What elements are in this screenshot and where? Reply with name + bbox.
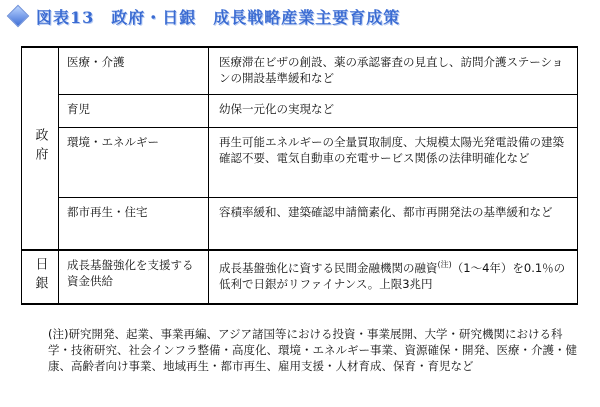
description-cell: 再生可能エネルギーの全量買取制度、大規模太陽光発電設備の建築確認不要、電気自動車の充電サービス関係の法律明確化など (209, 127, 578, 197)
table-row (22, 127, 578, 197)
note-marker: (注) (437, 260, 452, 269)
description-text: 成長基盤強化に資する民間金融機関の融資 (219, 260, 438, 275)
table-row (22, 250, 578, 304)
field-cell: 育児 (59, 94, 209, 127)
table-row (22, 47, 578, 94)
category-label-boj: 日銀 (32, 256, 48, 295)
category-cell-government (22, 47, 59, 250)
policy-table (21, 46, 578, 305)
description-cell: 医療滞在ビザの創設、薬の承認審査の見直し、訪問介護ステーションの開設基準緩和など (209, 47, 578, 94)
description-cell: 容積率緩和、建築確認申請簡素化、都市再開発法の基準緩和など (209, 197, 578, 250)
figure-title-text: 図表13 政府・日銀 成長戦略産業主要育成策 (36, 7, 401, 27)
figure-title (6, 2, 400, 30)
description-cell: 幼保一元化の実現など (209, 94, 578, 127)
table-row (22, 94, 578, 127)
diamond-icon (7, 5, 30, 28)
field-cell: 成長基盤強化を支援する資金供給 (59, 250, 209, 304)
category-label-government: 政府 (32, 128, 48, 166)
field-cell: 都市再生・住宅 (59, 197, 209, 250)
table-row (22, 197, 578, 250)
footnote: (注)研究開発、起業、事業再編、アジア諸国等における投資・事業展開、大学・研究機関における科学・技術研究、社会インフラ整備・高度化、環境・エネルギー事業、資源確保・開発、医療・介護・健康、高齢者向け事業、地域再生・都市再生、雇用支援・人材育成、保育・育児など (48, 327, 577, 373)
description-cell (209, 250, 578, 304)
field-cell: 医療・介護 (59, 47, 209, 94)
category-cell-boj (22, 250, 59, 304)
field-cell: 環境・エネルギー (59, 127, 209, 197)
description-text: （1～4年）を0.1％の低利で日銀がリファイナンス。上限3兆円 (219, 260, 566, 291)
